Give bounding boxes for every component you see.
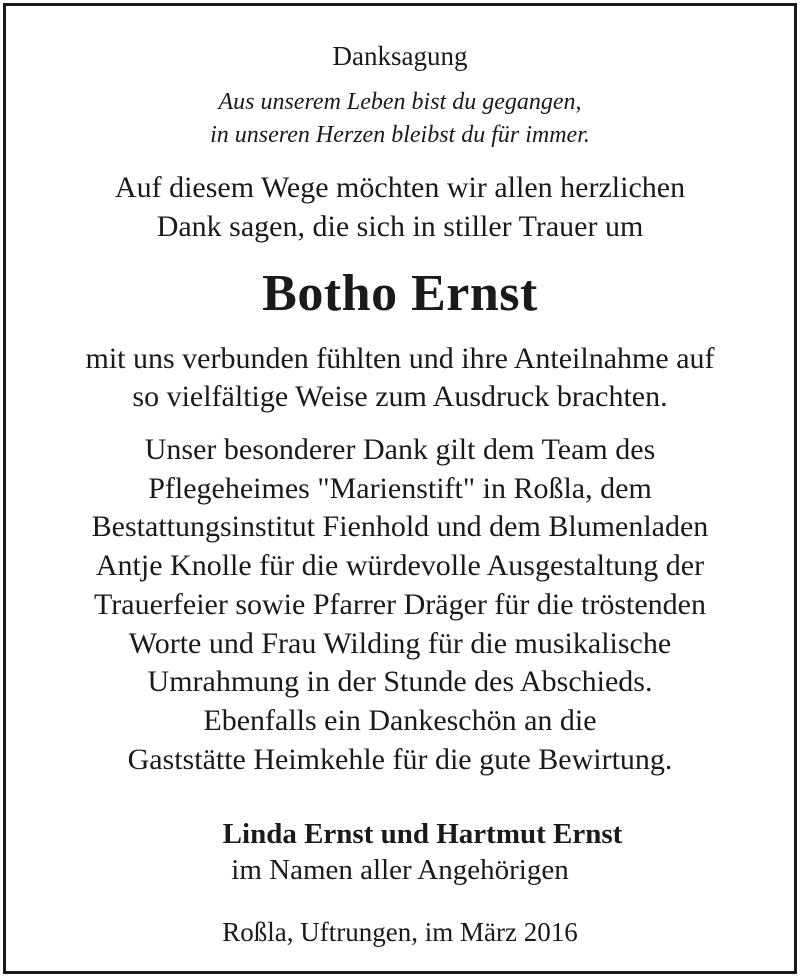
signature-block: [6, 816, 794, 888]
thanks-line: Ebenfalls ein Dankeschön an die: [203, 703, 597, 737]
motto-line: Aus unserem Leben bist du gegangen,: [218, 89, 582, 115]
after-name-line: so vielfältige Weise zum Ausdruck brachten.: [132, 380, 668, 413]
intro-line: Auf diesem Wege möchten wir allen herzlichen: [114, 171, 686, 204]
intro-paragraph: [6, 168, 794, 246]
signatories: Linda Ernst und Hartmut Ernst: [222, 818, 623, 850]
thanks-line: Worte und Frau Wilding für die musikalische: [128, 626, 672, 660]
thanks-line: Unser besonderer Dank gilt dem Team des: [144, 433, 656, 466]
obituary-thanks-notice: [3, 3, 797, 974]
notice-title: Danksagung: [332, 41, 468, 71]
place-date: Roßla, Uftrungen, im März 2016: [222, 917, 578, 947]
thanks-line: Antje Knolle für die würdevolle Ausgestaltung der: [95, 549, 705, 583]
intro-line: Dank sagen, die sich in stiller Trauer um: [156, 210, 644, 243]
after-name-paragraph: [6, 340, 794, 416]
after-name-line: mit uns verbunden fühlten und ihre Anteilnahme auf: [85, 342, 715, 375]
thanks-line: Pflegeheimes "Marienstift" in Roßla, dem: [148, 471, 652, 505]
deceased-name: Botho Ernst: [262, 265, 538, 322]
special-thanks-paragraph: [6, 431, 794, 779]
thanks-line: Bestattungsinstitut Fienhold und dem Blumenladen: [91, 510, 709, 544]
thanks-line: Gaststätte Heimkehle für die gute Bewirtung.: [127, 742, 673, 776]
thanks-line: Umrahmung in der Stunde des Abschieds.: [147, 665, 653, 699]
motto-line: in unseren Herzen bleibst du für immer.: [210, 122, 590, 148]
on-behalf-line: im Namen aller Angehörigen: [231, 854, 569, 886]
thanks-line: Trauerfeier sowie Pfarrer Dräger für die tröstenden: [94, 587, 706, 621]
motto-verse: [6, 86, 794, 152]
